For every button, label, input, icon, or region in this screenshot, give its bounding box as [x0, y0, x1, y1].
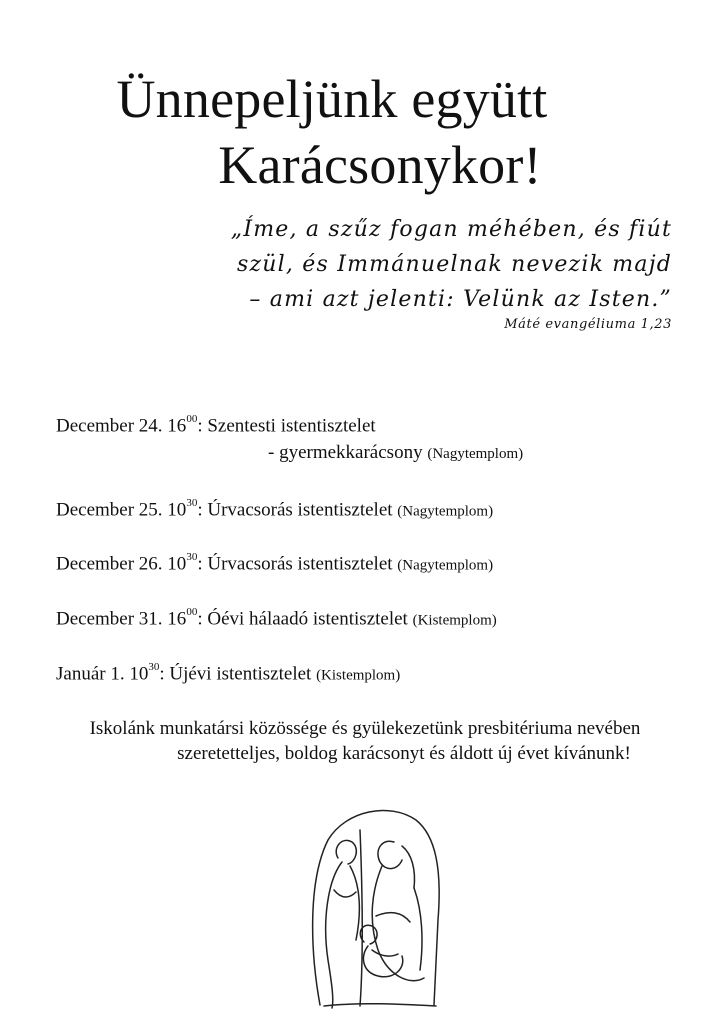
- quote-line-1: „Íme, a szűz fogan méhében, és fiút: [230, 217, 672, 242]
- quote-reference: Máté evangéliuma 1,23: [504, 317, 672, 332]
- christmas-greeting: [0, 716, 724, 766]
- nativity-holy-family-icon: [298, 800, 448, 1010]
- schedule-event: : Óévi hálaadó istentisztelet: [197, 608, 408, 630]
- schedule-date: Január 1. 10: [56, 663, 149, 685]
- schedule-place: (Kistemplom): [316, 667, 401, 684]
- quote-line-3: – ami azt jelenti: Velünk az Isten.”: [249, 287, 672, 312]
- schedule-event: : Úrvacsorás istentisztelet: [197, 499, 393, 521]
- schedule-time-minutes: 30: [186, 497, 198, 509]
- schedule-item: [56, 601, 497, 633]
- page-title: [0, 66, 724, 198]
- schedule-event: : Szentesti istentisztelet: [197, 415, 376, 437]
- schedule-item: [56, 546, 493, 578]
- schedule-date: December 26. 10: [56, 553, 187, 575]
- bible-quote: [202, 212, 672, 333]
- schedule-sub-item: [56, 440, 523, 467]
- schedule-item: [56, 656, 400, 688]
- greeting-line-1: Iskolánk munkatársi közössége és gyülekezetünk presbitériuma nevében: [89, 718, 641, 739]
- greeting-line-2: szeretetteljes, boldog karácsonyt és áldott új évet kívánunk!: [177, 743, 631, 764]
- schedule-date: December 24. 16: [56, 415, 187, 437]
- title-line-1: Ünnepeljünk együtt: [116, 69, 548, 129]
- schedule-place: (Kistemplom): [412, 612, 497, 629]
- schedule-place: (Nagytemplom): [397, 557, 494, 574]
- schedule-time-minutes: 30: [148, 661, 160, 673]
- schedule-place: (Nagytemplom): [397, 503, 494, 520]
- schedule-place: (Nagytemplom): [427, 446, 524, 462]
- schedule-time-minutes: 00: [186, 606, 198, 618]
- schedule-date: December 25. 10: [56, 499, 187, 521]
- schedule-event: : Úrvacsorás istentisztelet: [197, 553, 393, 575]
- schedule-time-minutes: 30: [186, 551, 198, 563]
- schedule-item: [56, 408, 376, 439]
- schedule-event: : Újévi istentisztelet: [159, 663, 312, 685]
- schedule-date: December 31. 16: [56, 608, 187, 630]
- schedule-sub-event: - gyermekkarácsony: [268, 442, 423, 463]
- schedule-item: [56, 492, 493, 524]
- schedule-time-minutes: 00: [186, 413, 198, 425]
- quote-line-2: szül, és Immánuelnak nevezik majd: [237, 252, 672, 277]
- title-line-2: Karácsonykor!: [218, 135, 542, 195]
